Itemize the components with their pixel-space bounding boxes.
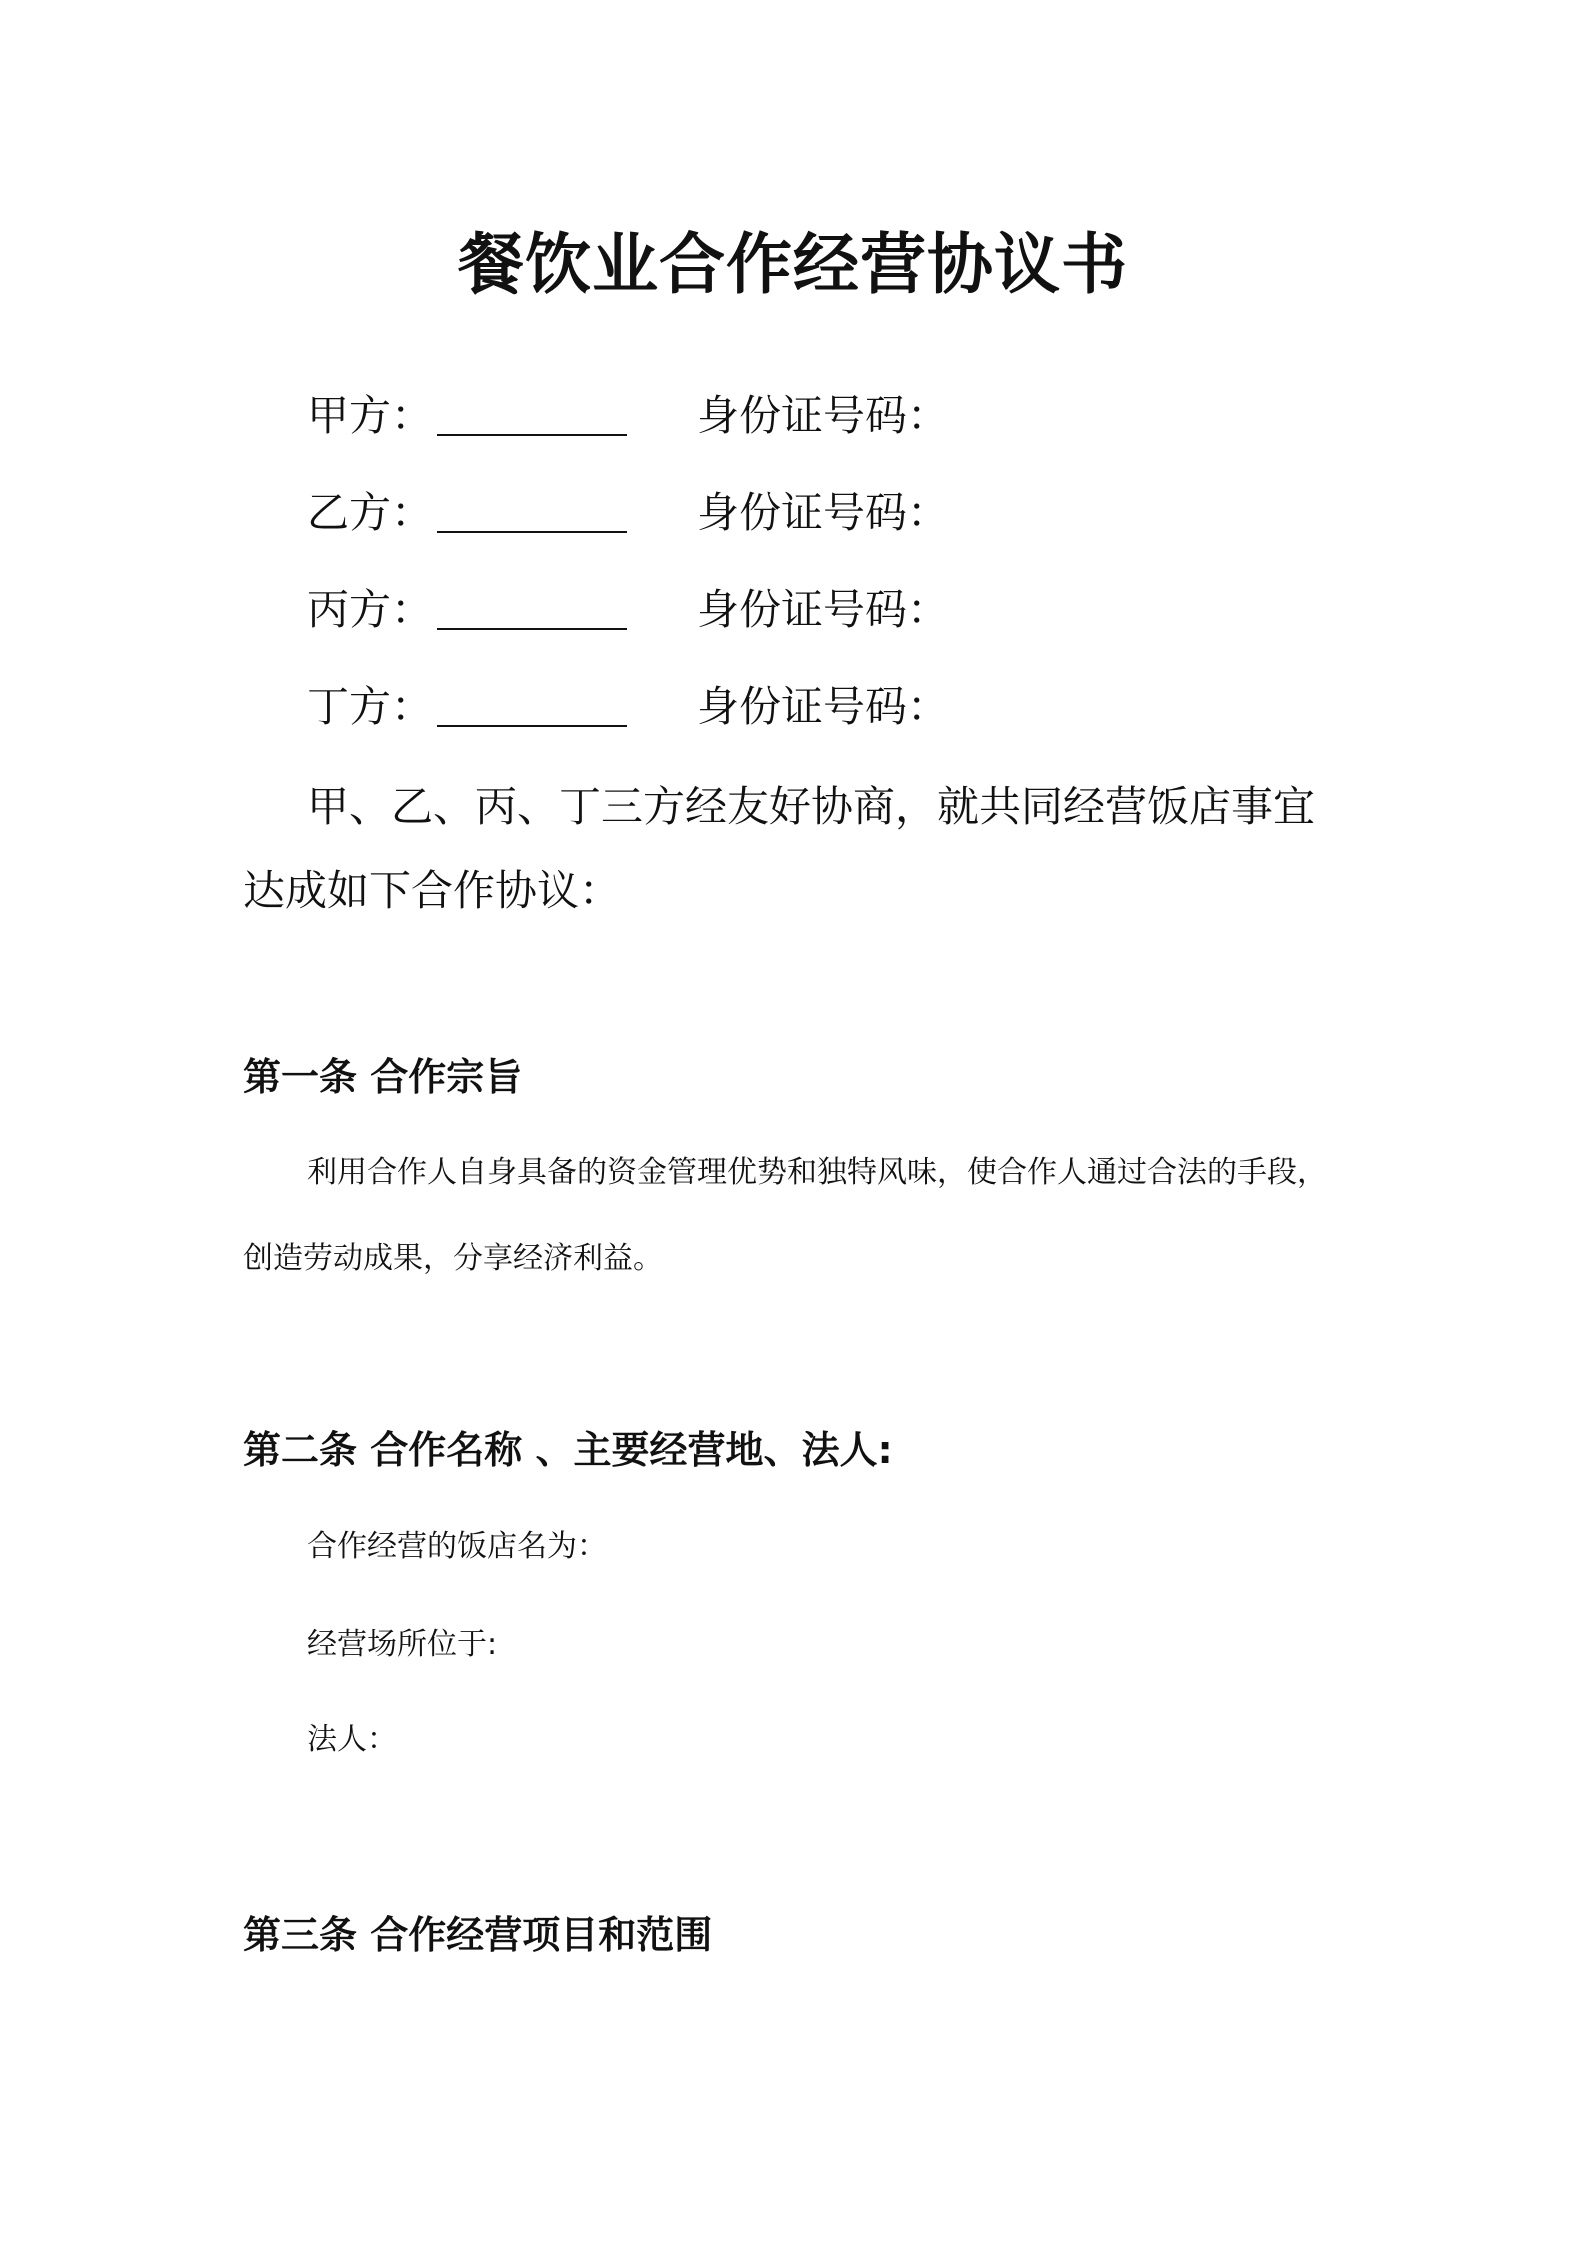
party-name: 丙方：	[307, 585, 434, 634]
article-3-heading: 第三条 合作经营项目和范围	[243, 1913, 713, 1957]
name-blank	[437, 495, 627, 533]
party-name: 乙方：	[307, 488, 434, 537]
document-title: 餐饮业合作经营协议书	[458, 226, 1128, 303]
legal-person-field: 法人：	[307, 1722, 397, 1757]
name-blank	[437, 592, 627, 630]
party-name: 甲方：	[307, 391, 434, 440]
party-row-ding	[307, 677, 950, 737]
article-2-heading: 第二条 合作名称 、主要经营地、法人:	[243, 1428, 893, 1472]
business-location-field: 经营场所位于:	[307, 1627, 498, 1662]
article-1-heading: 第一条 合作宗旨	[243, 1055, 523, 1099]
name-blank	[437, 398, 627, 436]
id-number-label: 身份证号码：	[697, 391, 950, 440]
party-row-jia	[307, 386, 950, 446]
restaurant-name-field: 合作经营的饭店名为：	[307, 1529, 607, 1564]
id-number-label: 身份证号码：	[697, 585, 950, 634]
party-name: 丁方：	[307, 682, 434, 731]
party-row-bing	[307, 580, 950, 640]
article-1-text: 利用合作人自身具备的资金管理优势和独特风味，使合作人通过合法的手段，创造劳动成果，分享经济利益。	[243, 1155, 1327, 1276]
name-blank	[437, 689, 627, 727]
article-1-body	[243, 1130, 1343, 1302]
id-number-label: 身份证号码：	[697, 488, 950, 537]
party-row-yi	[307, 483, 950, 543]
intro-text: 甲、乙、丙、丁三方经友好协商，就共同经营饭店事宜达成如下合作协议：	[243, 782, 1316, 915]
id-number-label: 身份证号码：	[697, 682, 950, 731]
intro-paragraph	[243, 765, 1343, 933]
